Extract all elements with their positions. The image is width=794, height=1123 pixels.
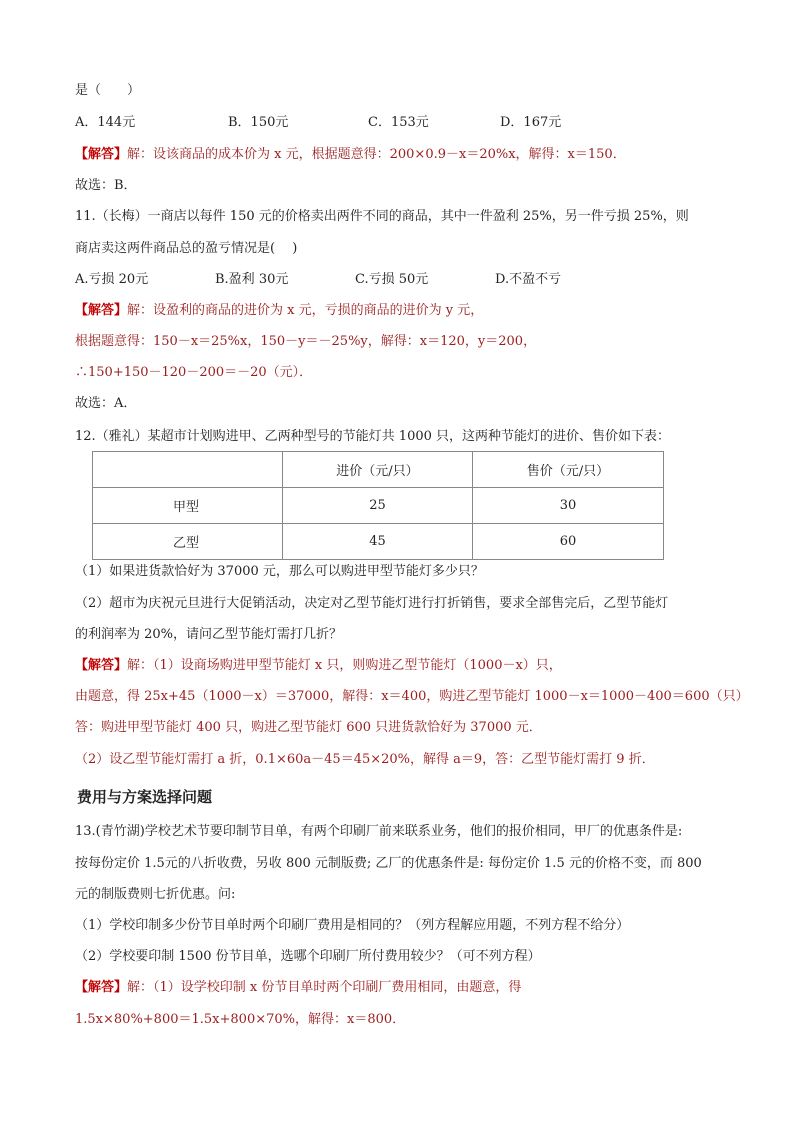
- q13-answer-line2: 1.5x×80%+800＝1.5x+800×70%，解得：x＝800．: [75, 1012, 406, 1027]
- q10-choice: 故选：B．: [75, 178, 137, 193]
- table-cell: 乙型: [93, 524, 283, 560]
- q12-answer-line1: [75, 657, 562, 675]
- table-header-cell: 进价（元/只）: [283, 452, 473, 488]
- answer-tag: 【解答】: [75, 303, 128, 318]
- q11-option-c: C.亏损 50元: [355, 272, 429, 287]
- q11-choice: 故选：A．: [75, 396, 137, 411]
- q11-option-b: B.盈利 30元: [215, 272, 289, 287]
- q12-part2-line1: （2）超市为庆祝元旦进行大促销活动，决定对乙型节能灯进行打折销售，要求全部售完后，乙型节能灯: [75, 596, 669, 611]
- table-cell: 30: [473, 488, 664, 524]
- q10-option-b: B．150元: [228, 115, 289, 130]
- q13-answer-line1: [75, 979, 521, 997]
- q12-stem-line1: 12.（雅礼）某超市计划购进甲、乙两种型号的节能灯共 1000 只，这两种节能灯的进价、售价如下表：: [75, 429, 671, 444]
- section-title: 费用与方案选择问题: [77, 788, 213, 806]
- q10-answer: [75, 146, 626, 164]
- table-header-cell: 售价（元/只）: [473, 452, 664, 488]
- table-cell: 甲型: [93, 488, 283, 524]
- q13-stem-line3: 元的制版费则七折优惠。问:: [75, 887, 236, 902]
- table-row: [93, 524, 664, 560]
- q10-stem-tail: 是（ ）: [75, 83, 141, 98]
- q11-answer-line3: ∴150+150－120－200＝－20（元）．: [75, 365, 313, 380]
- q10-option-c: C．153元: [368, 115, 429, 130]
- q13-stem-line2: 按每份定价 1.5元的八折收费，另收 800 元制版费; 乙厂的优惠条件是: 每份定价 1.5 元的价格不变，而 800: [75, 856, 702, 871]
- q11-answer-line1: [75, 302, 483, 320]
- answer-tag: 【解答】: [75, 980, 128, 995]
- q11-answer-text: 解：设盈利的商品的进价为 x 元，亏损的商品的进价为 y 元，: [127, 303, 484, 318]
- q11-answer-line2: 根据题意得：150－x＝25%x，150－y＝－25%y，解得：x＝120，y＝200，: [75, 334, 537, 349]
- table-cell: 60: [473, 524, 664, 560]
- q12-part2-line2: 的利润率为 20%，请问乙型节能灯需打几折？: [75, 627, 343, 642]
- q13-part1: （1）学校印制多少份节目单时两个印刷厂费用是相同的？（列方程解应用题，不列方程不给分）: [75, 918, 630, 933]
- q12-answer-line2: 由题意，得 25x+45（1000－x）＝37000，解得：x＝400，购进乙型节能灯 1000－x＝1000－400＝600（只）: [75, 689, 749, 704]
- q13-part2: （2）学校要印制 1500 份节目单，选哪个印刷厂所付费用较少？（可不列方程）: [75, 949, 541, 964]
- q11-stem-line2: 商店卖这两件商品总的盈亏情况是( ): [75, 241, 298, 256]
- q11-stem-line1: 11.（长梅）一商店以每件 150 元的价格卖出两件不同的商品，其中一件盈利 25%，另一件亏损 25%，则: [75, 209, 689, 224]
- q12-answer-text: 解：（1）设商场购进甲型节能灯 x 只，则购进乙型节能灯（1000－x）只，: [127, 658, 562, 673]
- q10-option-d: D．167元: [500, 115, 562, 130]
- q10-answer-text: 解：设该商品的成本价为 x 元，根据题意得：200×0.9－x＝20%x，解得：x＝150．: [127, 147, 626, 162]
- answer-tag: 【解答】: [75, 658, 128, 673]
- table-cell: 45: [283, 524, 473, 560]
- q12-answer-line3: 答：购进甲型节能灯 400 只，购进乙型节能灯 600 只进货款恰好为 37000 元．: [75, 720, 542, 735]
- q12-part1: （1）如果进货款恰好为 37000 元，那么可以购进甲型节能灯多少只？: [75, 564, 484, 579]
- q11-option-a: A.亏损 20元: [75, 272, 149, 287]
- answer-tag: 【解答】: [75, 147, 128, 162]
- table-header-cell: [93, 452, 283, 488]
- q10-option-a: A．144元: [75, 115, 136, 130]
- price-table: [92, 451, 664, 560]
- table-row: [93, 488, 664, 524]
- q11-option-d: D.不盈不亏: [495, 272, 562, 287]
- q13-stem-line1: 13.(青竹湖)学校艺术节要印制节目单，有两个印刷厂前来联系业务，他们的报价相同，甲厂的优惠条件是:: [75, 824, 683, 839]
- table-header-row: [93, 452, 664, 488]
- q13-answer-text: 解：（1）设学校印制 x 份节目单时两个印刷厂费用相同，由题意，得: [127, 980, 522, 995]
- q12-answer-line4: （2）设乙型节能灯需打 a 折，0.1×60a－45＝45×20%，解得 a＝9，答：乙型节能灯需打 9 折．: [75, 752, 655, 767]
- table-cell: 25: [283, 488, 473, 524]
